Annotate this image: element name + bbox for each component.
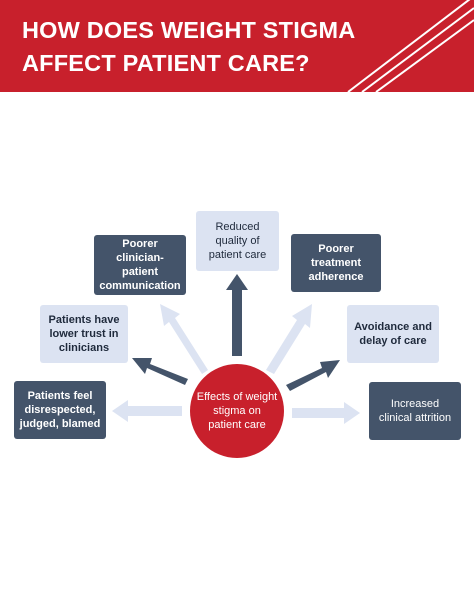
arrow-to-reduced-quality bbox=[226, 274, 248, 356]
node-poorer-communication bbox=[94, 235, 186, 295]
arrow-to-clinical-attrition bbox=[292, 402, 360, 424]
node-poorer-adherence bbox=[291, 234, 381, 292]
node-reduced-quality bbox=[196, 211, 279, 271]
node-poorer-communication-label: Poorer clinician-patient communication bbox=[99, 238, 181, 292]
node-clinical-attrition-label: Increased clinical attrition bbox=[378, 398, 452, 424]
node-poorer-adherence-label: Poorer treatment adherence bbox=[308, 243, 364, 283]
node-lower-trust bbox=[40, 305, 128, 363]
node-lower-trust-label: Patients have lower trust in clinicians bbox=[48, 314, 120, 354]
center-circle bbox=[190, 364, 284, 458]
node-avoidance-delay-label: Avoidance and delay of care bbox=[354, 321, 432, 347]
node-disrespected bbox=[14, 381, 106, 439]
center-circle-label: Effects of weight stigma on patient care bbox=[196, 391, 278, 431]
node-disrespected-label: Patients feel disrespected, judged, blamed bbox=[19, 390, 101, 430]
node-reduced-quality-label: Reduced quality of patient care bbox=[208, 221, 267, 261]
arrow-to-poorer-adherence bbox=[266, 304, 312, 374]
page-title: HOW DOES WEIGHT STIGMA AFFECT PATIENT CARE? bbox=[22, 17, 355, 76]
arrow-to-disrespected bbox=[112, 400, 182, 422]
arrow-to-lower-trust bbox=[132, 358, 188, 385]
arrow-to-avoidance-delay bbox=[286, 360, 340, 391]
arrow-to-poorer-communication bbox=[160, 304, 208, 374]
node-avoidance-delay bbox=[347, 305, 439, 363]
node-clinical-attrition bbox=[369, 382, 461, 440]
